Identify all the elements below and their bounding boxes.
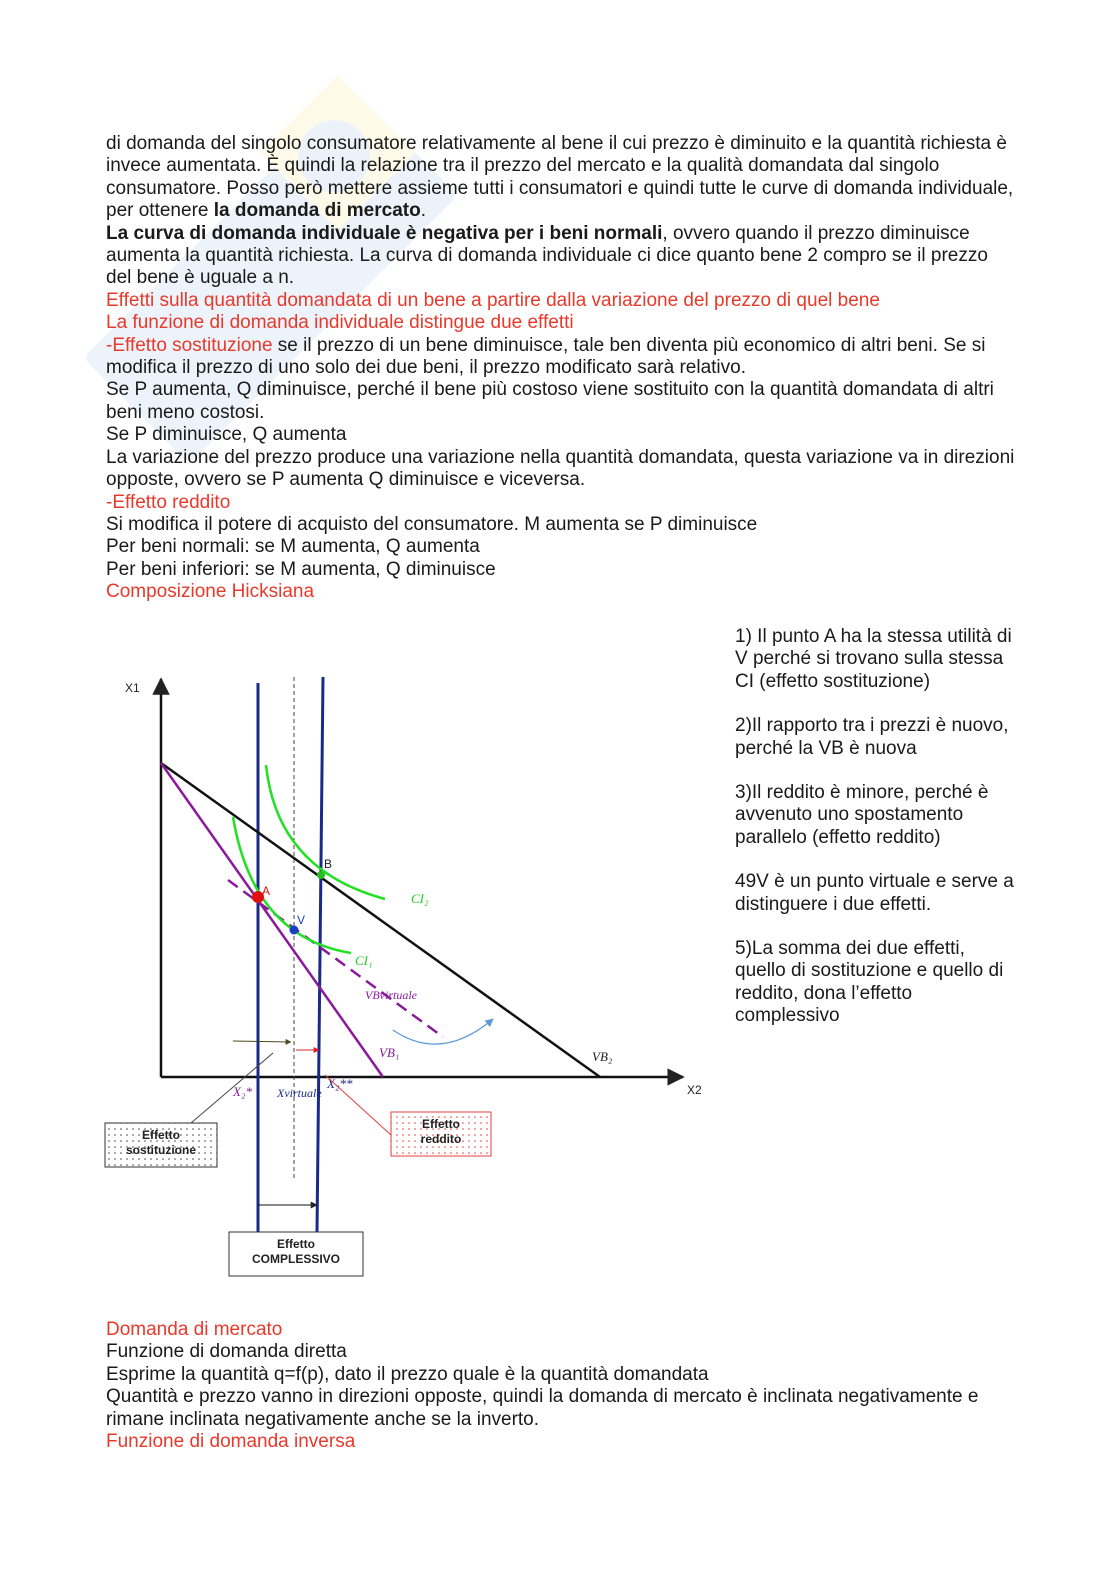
paragraph [106,1386,1016,1431]
budget-line-vb1 [161,763,383,1077]
text-run: Per beni inferiori: se M aumenta, Q diminuisce [106,558,496,580]
text-run: la domanda di mercato [213,200,421,222]
note-2: 2)Il rapporto tra i prezzi è nuovo, perché la VB è nuova [735,715,1009,759]
text-run: -Effetto sostituzione [106,334,273,356]
x2-starstar-label: X₂** [327,1076,353,1091]
connector-sostituzione [191,1053,273,1123]
text-run: La variazione del prezzo produce una variazione nella quantità domandata, questa variazione va in direzioni opposte, ovvero se P aumenta Q diminuisce e viceversa. [106,446,1015,491]
vertical-line-x2-starstar [317,677,323,1232]
substitution-arrow [233,1041,291,1042]
note-5: 5)La somma dei due effetti, quello di sostituzione e quello di reddito, dona l’effetto complessivo [735,938,1004,1027]
ci2-label: CI₂ [411,891,429,906]
indifference-curve-ci2 [266,765,385,899]
paragraph [106,379,1016,424]
box-effetto-complessivo [229,1232,363,1276]
text-run: Effetti sulla quantità domandata di un bene a partire dalla variazione del prezzo di quel bene [106,289,880,311]
text-run: Composizione Hicksiana [106,581,315,603]
bottom-text-block [106,1319,1016,1453]
ci1-label: CI₁ [355,953,373,968]
axis-y-label: X1 [125,681,140,695]
connector-reddito [325,1075,391,1135]
text-run: se il prezzo di un bene diminuisce, tale ben diventa più economico di altri beni. Se si modifica il prezzo di uno solo dei due beni, il prezzo modificato sarà relativo. [106,334,986,379]
paragraph [106,536,1016,558]
note-4: 49V è un punto virtuale e serve a distinguere i due effetti. [735,871,1014,915]
point-b [317,871,325,879]
paragraph [106,290,1016,312]
svg-text:Effetto: Effetto [142,1128,180,1142]
shift-arrow [393,1019,493,1044]
text-run: Funzione di domanda diretta [106,1341,347,1363]
text-run: La funzione di domanda individuale distingue due effetti [106,312,574,334]
text-run: . [420,200,426,222]
vb-virtuale-label: VBvirtuale [365,988,417,1002]
paragraph [106,514,1016,536]
vb1-label: VB₁ [379,1045,400,1060]
point-b-label: B [324,857,333,871]
paragraph [106,424,1016,446]
paragraph [106,581,1016,603]
x-virtuale-label: Xvirtuale [277,1086,322,1100]
paragraph [106,492,1016,514]
svg-text:COMPLESSIVO: COMPLESSIVO [251,1252,341,1266]
box-effetto-reddito [391,1112,491,1156]
vb2-label: VB₂ [592,1049,613,1064]
text-run: Si modifica il potere di acquisto del consumatore. M aumenta se P diminuisce [106,513,758,535]
svg-text:Effetto: Effetto [277,1237,315,1251]
paragraph [106,335,1016,380]
text-run: Domanda di mercato [106,1319,283,1340]
paragraph [106,312,1016,334]
text-run: -Effetto reddito [106,491,231,513]
x2-star-label: X₂* [233,1084,252,1099]
text-run: , ovvero quando il prezzo diminuisce aumenta la quantità richiesta. La curva di domanda individuale ci dice quanto bene 2 compro se il prezzo del bene è uguale a n. [106,222,988,289]
paragraph [106,1341,1016,1363]
note-3: 3)Il reddito è minore, perché è avvenuto uno spostamento parallelo (effetto reddito) [735,782,989,848]
text-run: Esprime la quantità q=f(p), dato il prezzo quale è la quantità domandata [106,1363,709,1385]
box-effetto-sostituzione [105,1123,217,1167]
text-run: Se P diminuisce, Q aumenta [106,424,347,446]
top-text-block [106,133,1016,604]
hicks-diagram [95,665,715,1285]
text-run: Quantità e prezzo vanno in direzioni opposte, quindi la domanda di mercato è inclinata negativamente e rimane inclinata negativamente anche se la inverto. [106,1386,979,1430]
text-run: Per beni normali: se M aumenta, Q aumenta [106,536,480,558]
paragraph [106,1364,1016,1386]
point-a-label: A [262,884,271,898]
note-1: 1) Il punto A ha la stessa utilità di V perché si trovano sulla stessa CI (effetto sostituzione) [735,626,1012,692]
point-v-label: V [297,913,306,927]
text-run: La curva di domanda individuale è negativa per i beni normali [106,222,663,244]
paragraph [106,133,1016,223]
svg-text:reddito: reddito [420,1132,462,1146]
paragraph [106,559,1016,581]
text-run: Se P aumenta, Q diminuisce, perché il bene più costoso viene sostituito con la quantità domandata di altri beni meno costosi. [106,379,994,423]
axis-x-label: X2 [687,1083,702,1097]
text-run: Funzione di domanda inversa [106,1431,356,1453]
svg-text:sostituzione: sostituzione [125,1143,197,1157]
paragraph [106,223,1016,290]
paragraph [106,447,1016,492]
budget-line-vb2 [161,763,600,1077]
svg-text:Effetto: Effetto [422,1117,460,1131]
diagram-notes [735,626,1015,1050]
paragraph [106,1319,1016,1341]
paragraph [106,1431,1016,1453]
text-run: di domanda del singolo consumatore relativamente al bene il cui prezzo è diminuito e la quantità richiesta è invece aumentata. È quindi la relazione tra il prezzo del mercato e la qualità domandata dal singolo consumatore. Posso però mettere assieme tutti i consumatori e quindi tutte le curve di domanda individuale, per ottenere [106,133,1014,222]
